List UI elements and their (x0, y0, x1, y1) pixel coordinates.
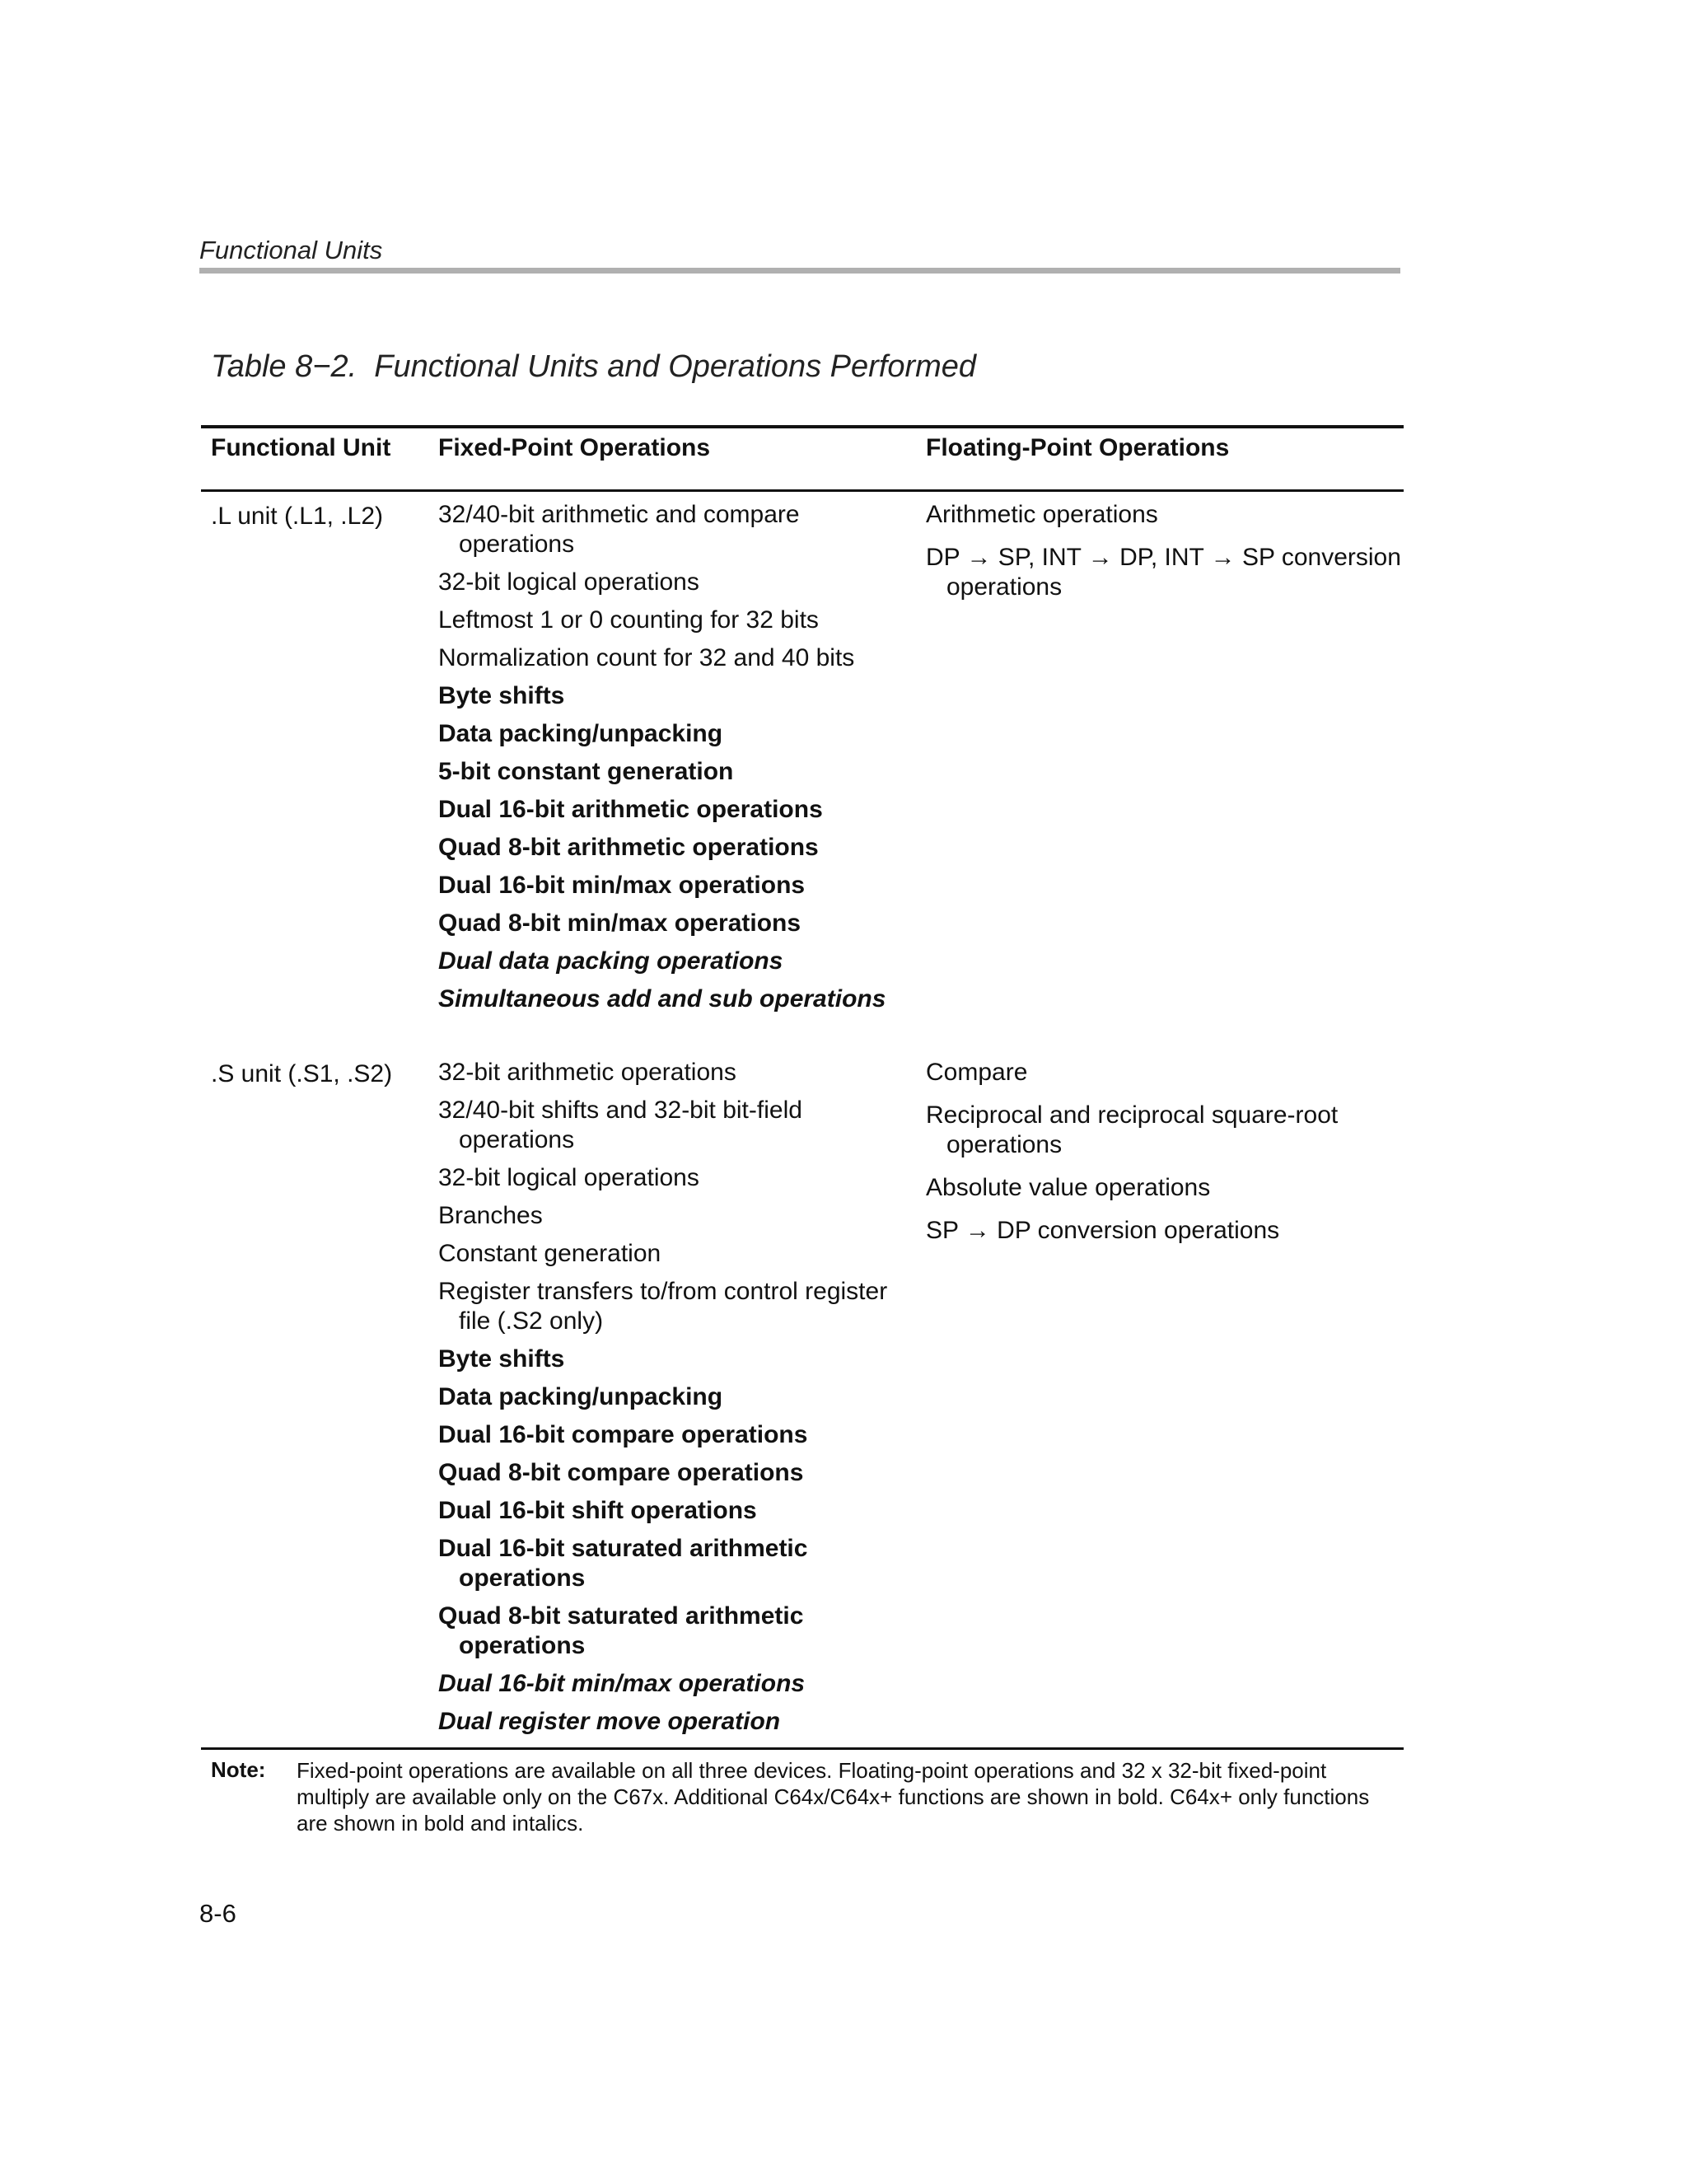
table-top-rule (201, 425, 1404, 428)
op-item: 32/40-bit arithmetic and compare operations (438, 501, 800, 558)
op-item-bold-italic: Dual 16-bit min/max operations (438, 1670, 806, 1697)
op-item-bold: Quad 8-bit compare operations (438, 1459, 804, 1486)
op-item-bold-italic: Dual register move operation (438, 1708, 781, 1735)
op-item: Absolute value operations (926, 1174, 1211, 1201)
op-item-bold: 5-bit constant generation (438, 758, 734, 785)
op-item: Arithmetic operations (926, 501, 1158, 528)
op-item-bold: Dual 16-bit arithmetic operations (438, 796, 823, 823)
l-unit-fixed-ops (438, 500, 900, 1022)
op-item: 32-bit logical operations (438, 1164, 699, 1191)
op-item: DP → SP, INT → DP, INT → SP conversion operations (926, 544, 1401, 601)
op-item-bold: Quad 8-bit arithmetic operations (438, 834, 819, 861)
s-unit-fixed-ops (438, 1058, 900, 1745)
unit-name-l: .L unit (.L1, .L2) (211, 503, 384, 530)
op-item: SP → DP conversion operations (926, 1217, 1280, 1244)
op-item-bold: Data packing/unpacking (438, 720, 723, 747)
op-item: Branches (438, 1202, 543, 1229)
page-number: 8-6 (199, 1899, 236, 1928)
op-item: 32-bit arithmetic operations (438, 1059, 736, 1086)
op-item-bold: Quad 8-bit min/max operations (438, 910, 801, 937)
column-header-functional-unit: Functional Unit (211, 434, 391, 461)
op-item-bold: Byte shifts (438, 1345, 565, 1373)
s-unit-float-ops (926, 1058, 1404, 1259)
op-item-bold: Dual 16-bit compare operations (438, 1421, 808, 1448)
op-item-bold-italic: Dual data packing operations (438, 947, 783, 975)
running-header-title: Functional Units (199, 236, 383, 264)
op-item: Constant generation (438, 1240, 661, 1267)
header-rule (199, 268, 1400, 274)
op-item: Register transfers to/from control register file (.S2 only) (438, 1278, 888, 1335)
op-item: 32-bit logical operations (438, 568, 699, 596)
op-item-bold: Dual 16-bit saturated arithmetic operations (438, 1535, 808, 1592)
l-unit-float-ops (926, 500, 1404, 615)
op-item-bold: Byte shifts (438, 682, 565, 709)
note-text: Fixed-point operations are available on all three devices. Floating-point operations and 32 x 32-bit fixed-point multiply are available only on the C67x. Additional C64x/C64x+ functions are shown in bold. C64x+ only functions are shown in bold and intalics. (297, 1758, 1370, 1836)
table-header-rule (201, 489, 1404, 492)
op-item: Reciprocal and reciprocal square-root operations (926, 1101, 1339, 1158)
op-item-bold: Dual 16-bit min/max operations (438, 872, 806, 899)
op-item: 32/40-bit shifts and 32-bit bit-field operations (438, 1097, 802, 1153)
op-item-bold: Data packing/unpacking (438, 1383, 723, 1410)
column-header-floating-point: Floating-Point Operations (926, 434, 1230, 461)
op-item: Normalization count for 32 and 40 bits (438, 644, 855, 671)
op-item: Compare (926, 1059, 1028, 1086)
table-caption: Table 8−2. Functional Units and Operations Performed (211, 349, 977, 384)
table-bottom-rule (201, 1747, 1404, 1750)
op-item-bold: Quad 8-bit saturated arithmetic operations (438, 1602, 804, 1659)
op-item-bold: Dual 16-bit shift operations (438, 1497, 757, 1524)
unit-name-s: .S unit (.S1, .S2) (211, 1060, 393, 1087)
op-item: Leftmost 1 or 0 counting for 32 bits (438, 606, 819, 634)
note-label: Note: (211, 1757, 266, 1782)
column-header-fixed-point: Fixed-Point Operations (438, 434, 711, 461)
op-item-bold-italic: Simultaneous add and sub operations (438, 985, 886, 1012)
